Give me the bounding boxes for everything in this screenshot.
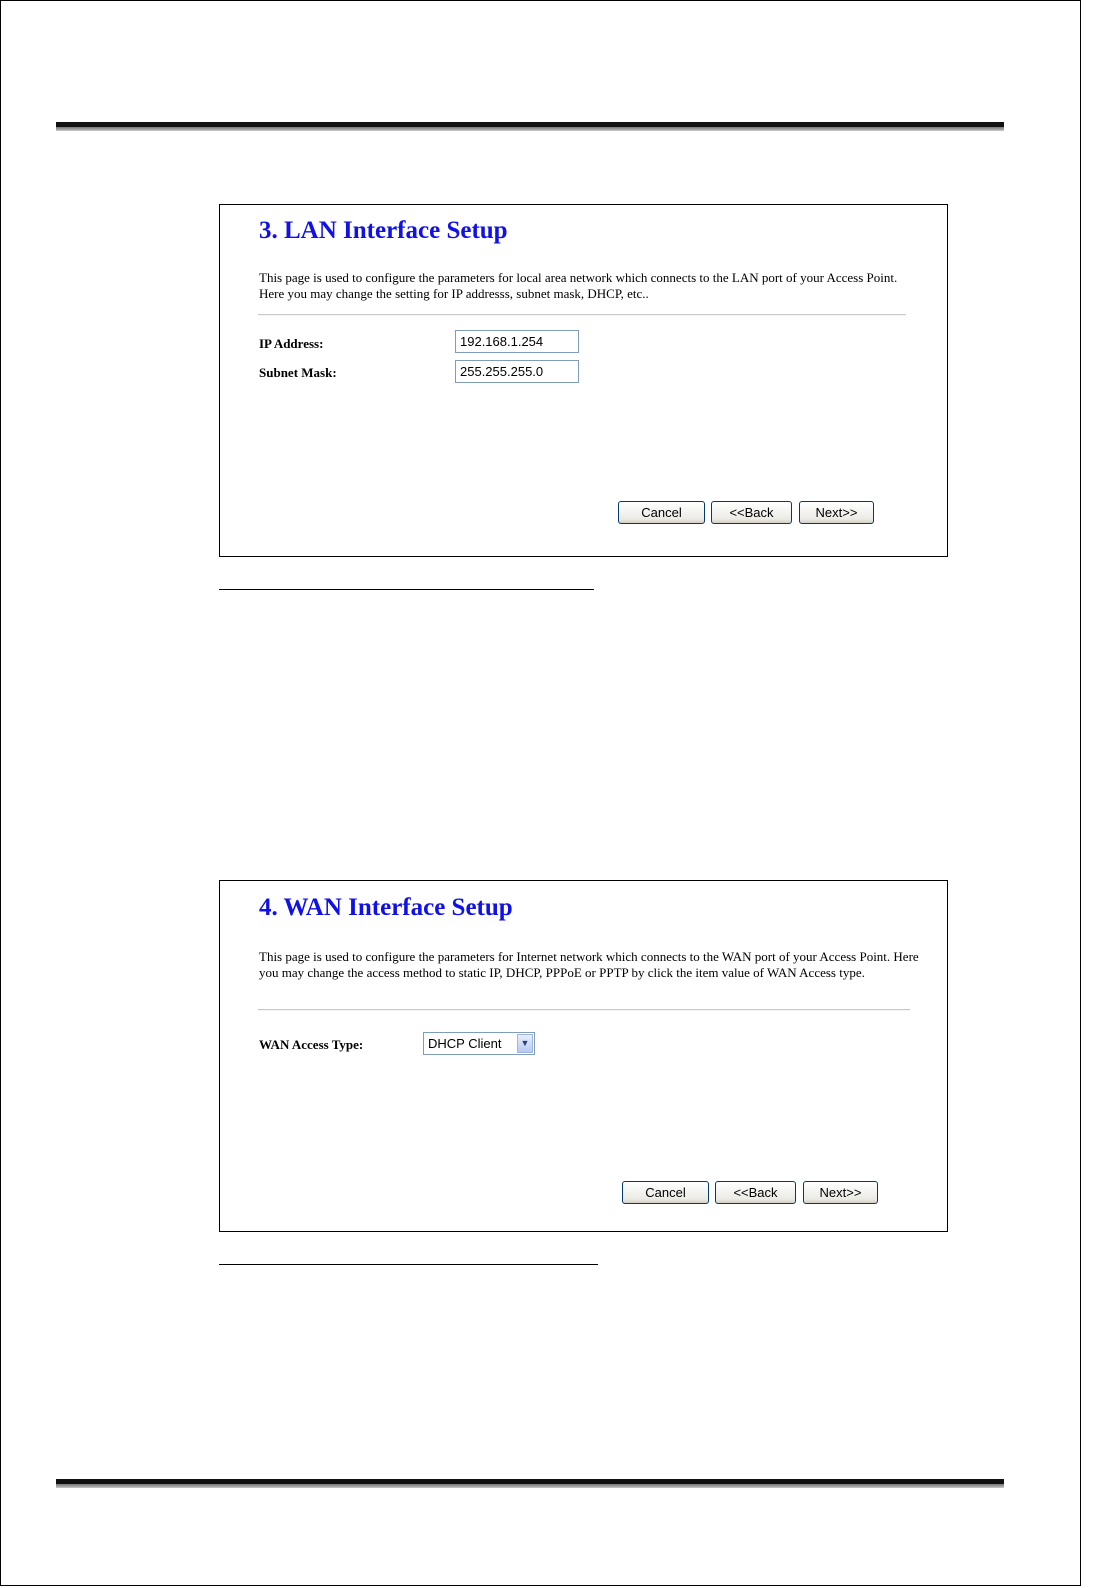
ip-address-input[interactable] <box>455 330 579 353</box>
wan-setup-panel <box>219 880 948 1232</box>
cancel-button[interactable]: Cancel <box>622 1181 709 1204</box>
page-title: 3. LAN Interface Setup <box>259 217 508 244</box>
back-button[interactable]: <<Back <box>715 1181 796 1204</box>
footer-rule <box>56 1479 1004 1488</box>
subnet-mask-label: Subnet Mask: <box>259 365 337 380</box>
cancel-button[interactable]: Cancel <box>618 501 705 524</box>
next-button[interactable]: Next>> <box>799 501 874 524</box>
subnet-mask-input[interactable] <box>455 360 579 383</box>
page-title: 4. WAN Interface Setup <box>259 894 513 921</box>
wan-access-type-value: DHCP Client <box>428 1036 502 1051</box>
ip-address-label: IP Address: <box>259 336 324 351</box>
page-description: This page is used to configure the parameters for Internet network which connects to the WAN port of your Access Point. Here you may change the access method to static IP, DHCP, PPPoE or PPTP by click the item value of WAN Access type. <box>259 949 919 980</box>
chevron-down-icon[interactable]: ▼ <box>517 1034 533 1053</box>
next-button[interactable]: Next>> <box>803 1181 878 1204</box>
back-button[interactable]: <<Back <box>711 501 792 524</box>
wan-access-type-select[interactable] <box>423 1032 535 1055</box>
header-rule <box>56 122 1004 131</box>
divider <box>258 314 906 316</box>
lan-setup-panel <box>219 204 948 557</box>
wan-access-type-label: WAN Access Type: <box>259 1037 364 1052</box>
caption-line <box>219 589 594 590</box>
divider <box>258 1009 910 1011</box>
page-description: This page is used to configure the parameters for local area network which connects to the LAN port of your Access Point. Here you may change the setting for IP addresss, subnet mask, DHCP, etc.. <box>259 270 898 301</box>
caption-line <box>219 1264 598 1265</box>
